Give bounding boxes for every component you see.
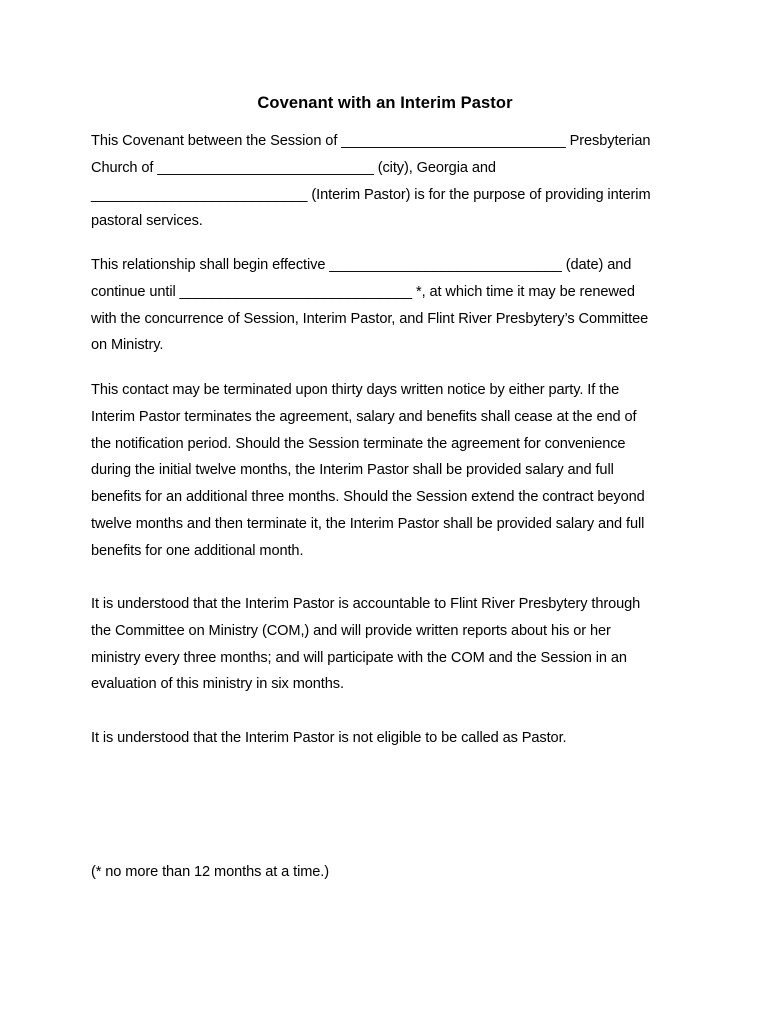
text-line: It is understood that the Interim Pastor is accountable to Flint River Presbytery through: [91, 596, 641, 612]
text-line: during the initial twelve months, the Interim Pastor shall be provided salary and full: [91, 462, 614, 479]
text-line: benefits for an additional three months. Should the Session extend the contract beyond: [91, 489, 645, 506]
text-line: twelve months and then terminate it, the Interim Pastor shall be provided salary and full: [91, 515, 645, 532]
footnote-text: (* no more than 12 months at a time.): [91, 864, 330, 880]
text-line: the notification period. Should the Session terminate the agreement for convenience: [91, 435, 626, 452]
text-line: ___________________________ (Interim Pastor) is for the purpose of providing interim: [91, 186, 651, 203]
text-line: Interim Pastor terminates the agreement, salary and benefits shall cease at the end of: [91, 408, 637, 425]
paragraph-termination: [91, 377, 691, 565]
text-line: This contact may be terminated upon thirty days written notice by either party. If the: [91, 382, 620, 398]
paragraph-term: [91, 252, 691, 359]
text-line: pastoral services.: [91, 213, 203, 230]
text-line: on Ministry.: [91, 337, 164, 354]
text-line: It is understood that the Interim Pastor is not eligible to be called as Pastor.: [91, 730, 567, 746]
text-line: Church of ___________________________ (city), Georgia and: [91, 159, 496, 176]
text-line: This relationship shall begin effective _____________________________ (date) and: [91, 257, 632, 273]
paragraph-parties: [91, 128, 691, 235]
footnote: [91, 859, 691, 886]
text-line: This Covenant between the Session of ____________________________ Presbyterian: [91, 133, 651, 149]
document-title: Covenant with an Interim Pastor: [257, 94, 513, 112]
paragraph-eligibility: [91, 725, 691, 752]
text-line: evaluation of this ministry in six months.: [91, 676, 344, 693]
text-line: the Committee on Ministry (COM,) and will provide written reports about his or her: [91, 622, 611, 639]
text-line: benefits for one additional month.: [91, 542, 304, 559]
text-line: continue until _____________________________ *, at which time it may be renewed: [91, 283, 635, 300]
text-line: ministry every three months; and will participate with the COM and the Session in an: [91, 649, 627, 666]
paragraph-accountability: [91, 591, 691, 698]
text-line: with the concurrence of Session, Interim Pastor, and Flint River Presbytery’s Committee: [91, 310, 649, 327]
